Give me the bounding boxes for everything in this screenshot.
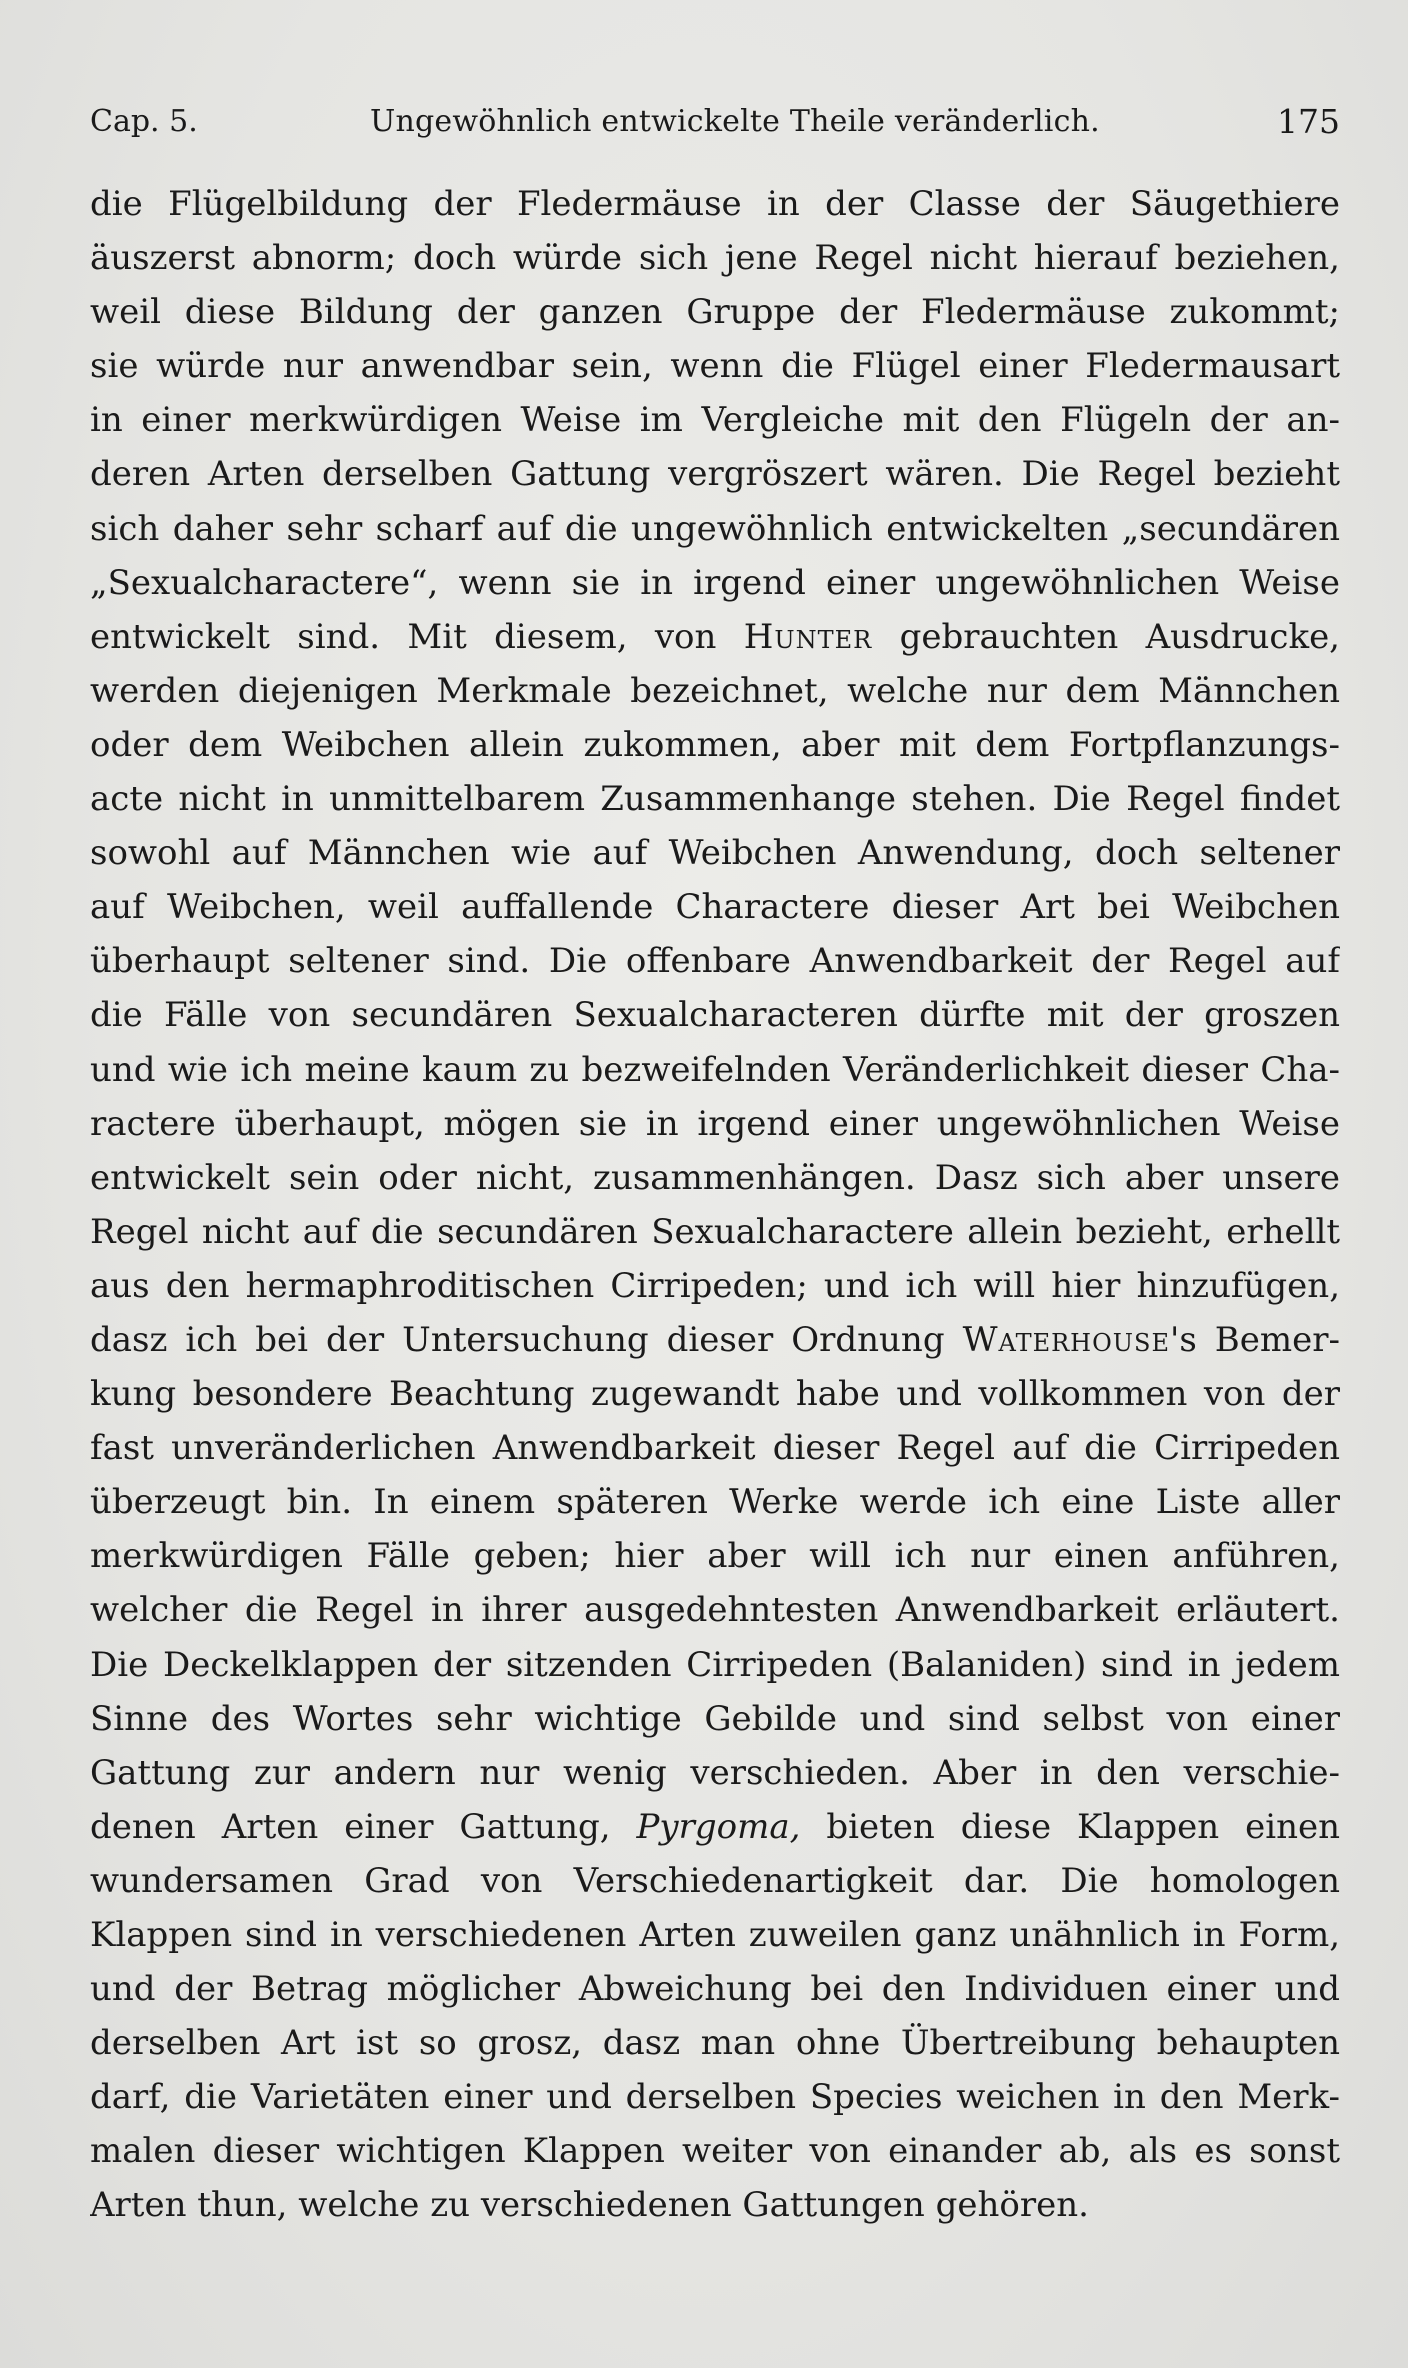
running-title: Ungewöhnlich entwickelte Theile veränderlich.: [370, 104, 1100, 139]
text-segment: dasz ich bei der Untersuchung dieser Ordnung: [90, 1319, 963, 1360]
text-line: deren Arten derselben Gattung vergröszert wären. Die Regel bezieht: [90, 454, 1340, 495]
text-line: weil diese Bildung der ganzen Gruppe der Fledermäuse zukommt;: [90, 292, 1340, 333]
text-line: werden diejenigen Merkmale bezeichnet, welche nur dem Männchen: [90, 670, 1340, 711]
text-line: Die Deckelklappen der sitzenden Cirripeden (Balaniden) sind in jedem: [90, 1644, 1340, 1685]
text-line: [90, 1313, 1340, 1367]
text-line: sowohl auf Männchen wie auf Weibchen Anwendung, doch seltener: [90, 833, 1340, 874]
text-line: überhaupt seltener sind. Die offenbare Anwendbarkeit der Regel auf: [90, 941, 1340, 982]
text-line: acte nicht in unmittelbarem Zusammenhange stehen. Die Regel findet: [90, 779, 1340, 820]
text-line: malen dieser wichtigen Klappen weiter von einander ab, als es sonst: [90, 2131, 1340, 2172]
text-segment: entwickelt sind. Mit diesem, von: [90, 616, 744, 657]
text-line: Klappen sind in verschiedenen Arten zuweilen ganz unähnlich in Form,: [90, 1915, 1340, 1955]
text-line: Sinne des Wortes sehr wichtige Gebilde und sind selbst von einer: [90, 1698, 1340, 1739]
text-line: die Flügelbildung der Fledermäuse in der Classe der Säugethiere: [90, 184, 1340, 224]
text-line: und wie ich meine kaum zu bezweifelnden Veränderlichkeit dieser Cha-: [90, 1049, 1340, 1090]
text-segment: 's Bemer-: [1169, 1319, 1340, 1360]
text-line: „Sexualcharactere“, wenn sie in irgend einer ungewöhnlichen Weise: [90, 562, 1340, 603]
text-line: Arten thun, welche zu verschiedenen Gattungen gehören.: [90, 2185, 1089, 2226]
small-caps-name: Waterhouse: [962, 1319, 1170, 1360]
text-line: und der Betrag möglicher Abweichung bei den Individuen einer und: [90, 1969, 1340, 2010]
text-line: kung besondere Beachtung zugewandt habe und vollkommen von der: [90, 1374, 1340, 1415]
text-line: sie würde nur anwendbar sein, wenn die Flügel einer Fledermausart: [90, 346, 1340, 387]
text-segment: gebrauchten Ausdrucke,: [872, 616, 1340, 657]
body-text: [90, 177, 1340, 2233]
text-line: Regel nicht auf die secundären Sexualcharactere allein bezieht, erhellt: [90, 1211, 1340, 1252]
text-line: fast unveränderlichen Anwendbarkeit dieser Regel auf die Cirripeden: [90, 1428, 1340, 1469]
text-line: entwickelt sein oder nicht, zusammenhängen. Dasz sich aber unsere: [90, 1157, 1340, 1198]
text-line: merkwürdigen Fälle geben; hier aber will ich nur einen anführen,: [90, 1536, 1340, 1577]
text-line: aus den hermaphroditischen Cirripeden; und ich will hier hinzufügen,: [90, 1265, 1340, 1306]
text-line: darf, die Varietäten einer und derselben Species weichen in den Merk-: [90, 2077, 1340, 2118]
text-line: derselben Art ist so grosz, dasz man ohne Übertreibung behaupten: [90, 2023, 1340, 2064]
text-line: oder dem Weibchen allein zukommen, aber mit dem Fortpflanzungs-: [90, 724, 1340, 765]
text-line: äuszerst abnorm; doch würde sich jene Regel nicht hierauf beziehen,: [90, 238, 1340, 279]
text-line: sich daher sehr scharf auf die ungewöhnlich entwickelten „secundären: [90, 508, 1340, 549]
text-line: wundersamen Grad von Verschiedenartigkeit dar. Die homologen: [90, 1860, 1340, 1901]
text-line: [90, 610, 1340, 664]
chapter-label: Cap. 5.: [90, 104, 198, 139]
text-line: ractere überhaupt, mögen sie in irgend einer ungewöhnlichen Weise: [90, 1103, 1340, 1144]
text-line: Gattung zur andern nur wenig verschieden. Aber in den verschie-: [90, 1752, 1340, 1793]
running-header: [90, 100, 1340, 144]
small-caps-name: Hunter: [743, 616, 873, 657]
text-line: die Fälle von secundären Sexualcharacteren dürfte mit der groszen: [90, 995, 1340, 1036]
text-line: überzeugt bin. In einem späteren Werke werde ich eine Liste aller: [90, 1482, 1340, 1523]
text-segment: denen Arten einer Gattung,: [90, 1806, 637, 1847]
text-segment: bieten diese Klappen einen: [800, 1806, 1340, 1847]
text-line: auf Weibchen, weil auffallende Charactere dieser Art bei Weibchen: [90, 887, 1340, 928]
text-line: [90, 1800, 1340, 1854]
text-line: welcher die Regel in ihrer ausgedehntesten Anwendbarkeit erläutert.: [90, 1590, 1340, 1631]
text-line: in einer merkwürdigen Weise im Vergleiche mit den Flügeln der an-: [90, 400, 1340, 441]
page-number: 175: [1277, 102, 1340, 141]
italic-genus-name: Pyrgoma,: [636, 1806, 801, 1847]
